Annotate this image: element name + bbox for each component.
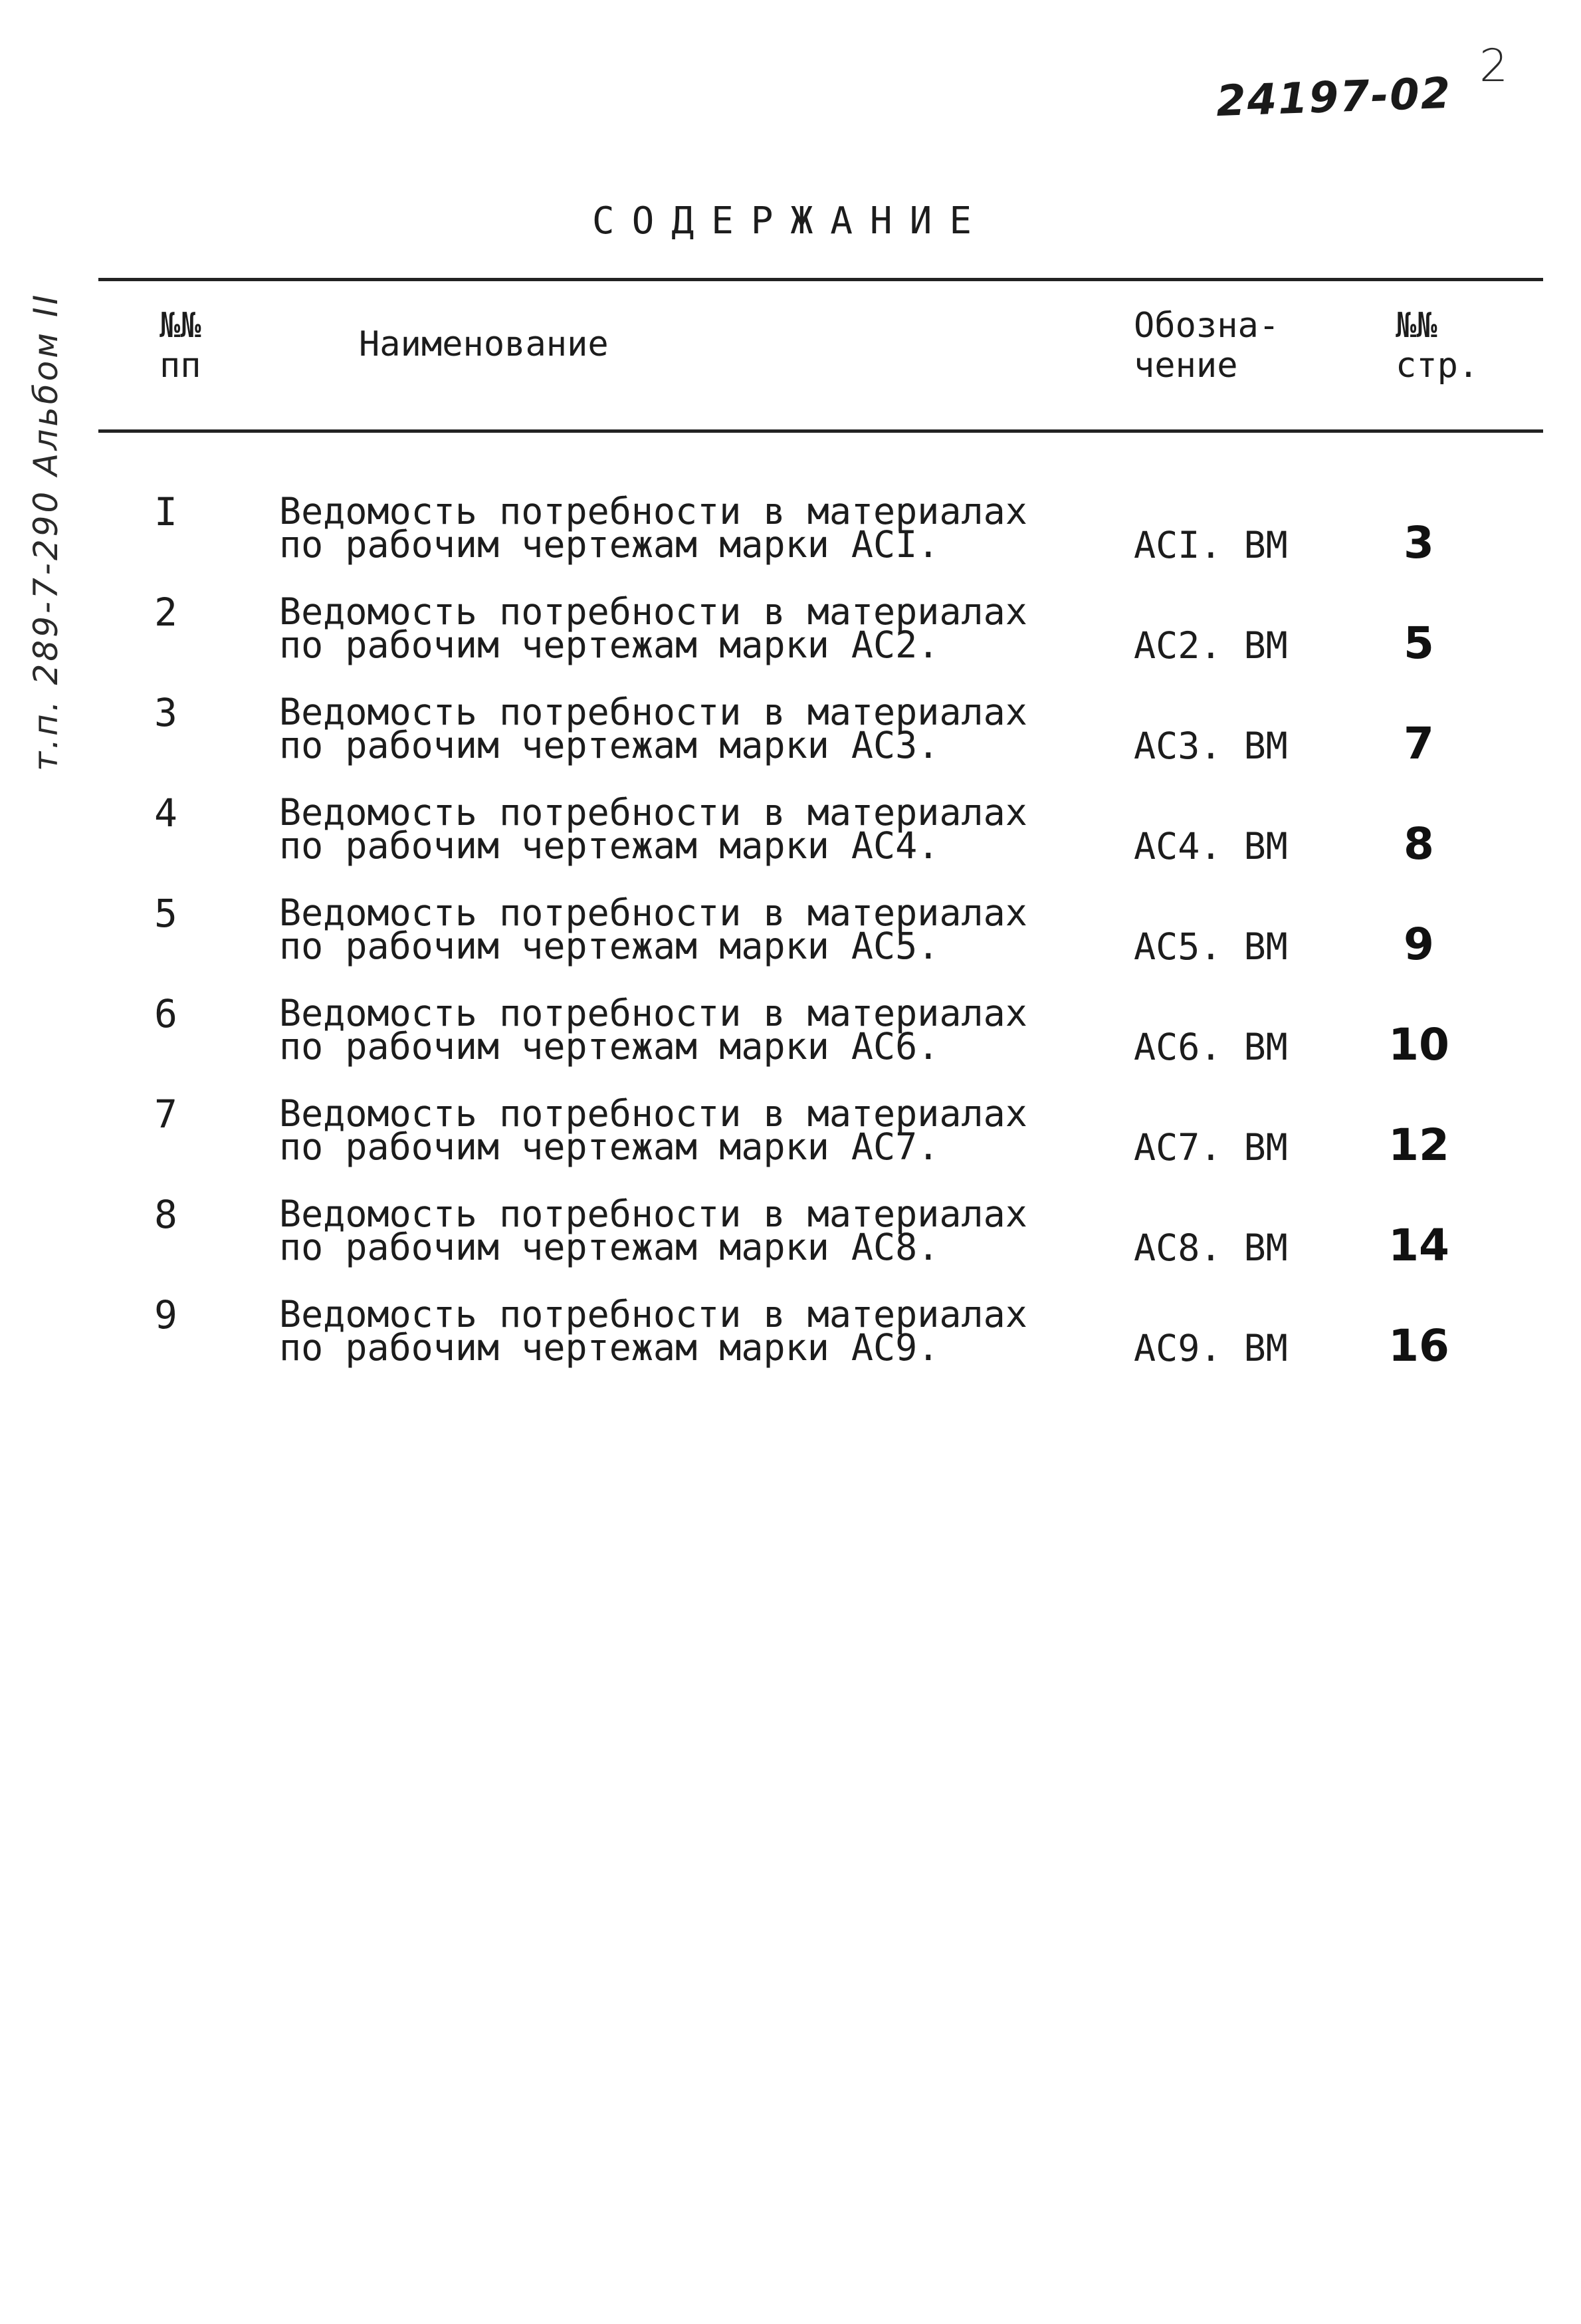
row-name-line2: по рабочим чертежам марки АС4. xyxy=(279,824,940,867)
row-designation: АС8. ВМ xyxy=(1134,1226,1288,1269)
header-number-line2: пп xyxy=(159,346,201,386)
page-number: 2 xyxy=(1479,40,1509,92)
row-name-line1: Ведомость потребности в материалах xyxy=(279,590,1027,633)
table-row xyxy=(0,891,1581,995)
row-name xyxy=(279,490,1027,566)
row-number: 5 xyxy=(154,891,177,936)
row-name xyxy=(279,791,1027,867)
header-designation-line1: Обозна- xyxy=(1134,306,1280,346)
row-number: 2 xyxy=(154,590,177,635)
row-page: 3 xyxy=(1404,517,1434,568)
row-name-line2: по рабочим чертежам марки АС9. xyxy=(279,1326,940,1369)
row-name-line1: Ведомость потребности в материалах xyxy=(279,791,1027,834)
header-page xyxy=(1396,306,1479,386)
header-page-line1: №№ xyxy=(1396,306,1437,346)
row-designation: АСI. ВМ xyxy=(1134,524,1288,566)
row-name xyxy=(279,590,1027,666)
table-header-rule xyxy=(98,429,1543,433)
contents-table xyxy=(0,489,1581,1397)
row-name xyxy=(279,1193,1027,1268)
row-number: 9 xyxy=(154,1292,177,1337)
row-name xyxy=(279,891,1027,967)
row-page: 12 xyxy=(1388,1119,1449,1171)
row-name-line1: Ведомость потребности в материалах xyxy=(279,490,1027,532)
header-designation xyxy=(1134,306,1279,386)
side-note: т.п. 289-7-290 Альбом II xyxy=(27,292,65,771)
page-title: СОДЕРЖАНИЕ xyxy=(591,199,990,243)
row-page: 14 xyxy=(1388,1220,1449,1271)
row-number: 8 xyxy=(154,1192,177,1237)
row-designation: АС3. ВМ xyxy=(1134,725,1288,767)
header-number-line1: №№ xyxy=(159,306,201,346)
table-row xyxy=(0,690,1581,794)
table-row xyxy=(0,1192,1581,1296)
row-name xyxy=(279,691,1027,766)
table-row xyxy=(0,590,1581,694)
row-name-line2: по рабочим чертежам марки АС6. xyxy=(279,1025,940,1068)
row-page: 10 xyxy=(1388,1019,1449,1070)
document-code: 24197-02 xyxy=(1215,68,1453,127)
row-page: 8 xyxy=(1404,818,1434,870)
row-designation: АС2. ВМ xyxy=(1134,624,1288,667)
row-number: 3 xyxy=(154,690,177,735)
row-name xyxy=(279,992,1027,1068)
row-name-line1: Ведомость потребности в материалах xyxy=(279,992,1027,1034)
table-row xyxy=(0,1092,1581,1196)
row-name-line2: по рабочим чертежам марки АС5. xyxy=(279,925,940,967)
row-name-line2: по рабочим чертежам марки АС8. xyxy=(279,1226,940,1268)
row-name-line1: Ведомость потребности в материалах xyxy=(279,1193,1027,1235)
row-page: 9 xyxy=(1404,919,1434,970)
row-name-line2: по рабочим чертежам марки АСI. xyxy=(279,523,940,566)
row-name xyxy=(279,1092,1027,1168)
row-designation: АС9. ВМ xyxy=(1134,1327,1288,1369)
header-designation-line2: чение xyxy=(1134,346,1238,386)
row-page: 5 xyxy=(1404,618,1434,669)
header-number xyxy=(159,306,201,386)
row-name-line1: Ведомость потребности в материалах xyxy=(279,1092,1027,1135)
row-designation: АС5. ВМ xyxy=(1134,925,1288,968)
row-name-line1: Ведомость потребности в материалах xyxy=(279,1293,1027,1336)
table-row xyxy=(0,489,1581,594)
row-designation: АС6. ВМ xyxy=(1134,1026,1288,1068)
table-top-rule xyxy=(98,278,1543,281)
row-page: 7 xyxy=(1404,718,1434,769)
header-page-line2: стр. xyxy=(1396,346,1479,386)
row-name-line1: Ведомость потребности в материалах xyxy=(279,891,1027,934)
table-row xyxy=(0,991,1581,1096)
row-name-line2: по рабочим чертежам марки АС7. xyxy=(279,1125,940,1168)
row-designation: АС4. ВМ xyxy=(1134,825,1288,868)
row-name-line1: Ведомость потребности в материалах xyxy=(279,691,1027,733)
row-name xyxy=(279,1293,1027,1369)
header-name: Наименование xyxy=(359,324,609,364)
row-page: 16 xyxy=(1388,1320,1449,1371)
table-row xyxy=(0,1292,1581,1397)
row-number: I xyxy=(154,489,177,534)
row-number: 4 xyxy=(154,790,177,836)
row-designation: АС7. ВМ xyxy=(1134,1126,1288,1169)
row-name-line2: по рабочим чертежам марки АС2. xyxy=(279,624,940,666)
table-row xyxy=(0,790,1581,895)
row-name-line2: по рабочим чертежам марки АС3. xyxy=(279,724,940,766)
row-number: 7 xyxy=(154,1092,177,1137)
row-number: 6 xyxy=(154,991,177,1036)
